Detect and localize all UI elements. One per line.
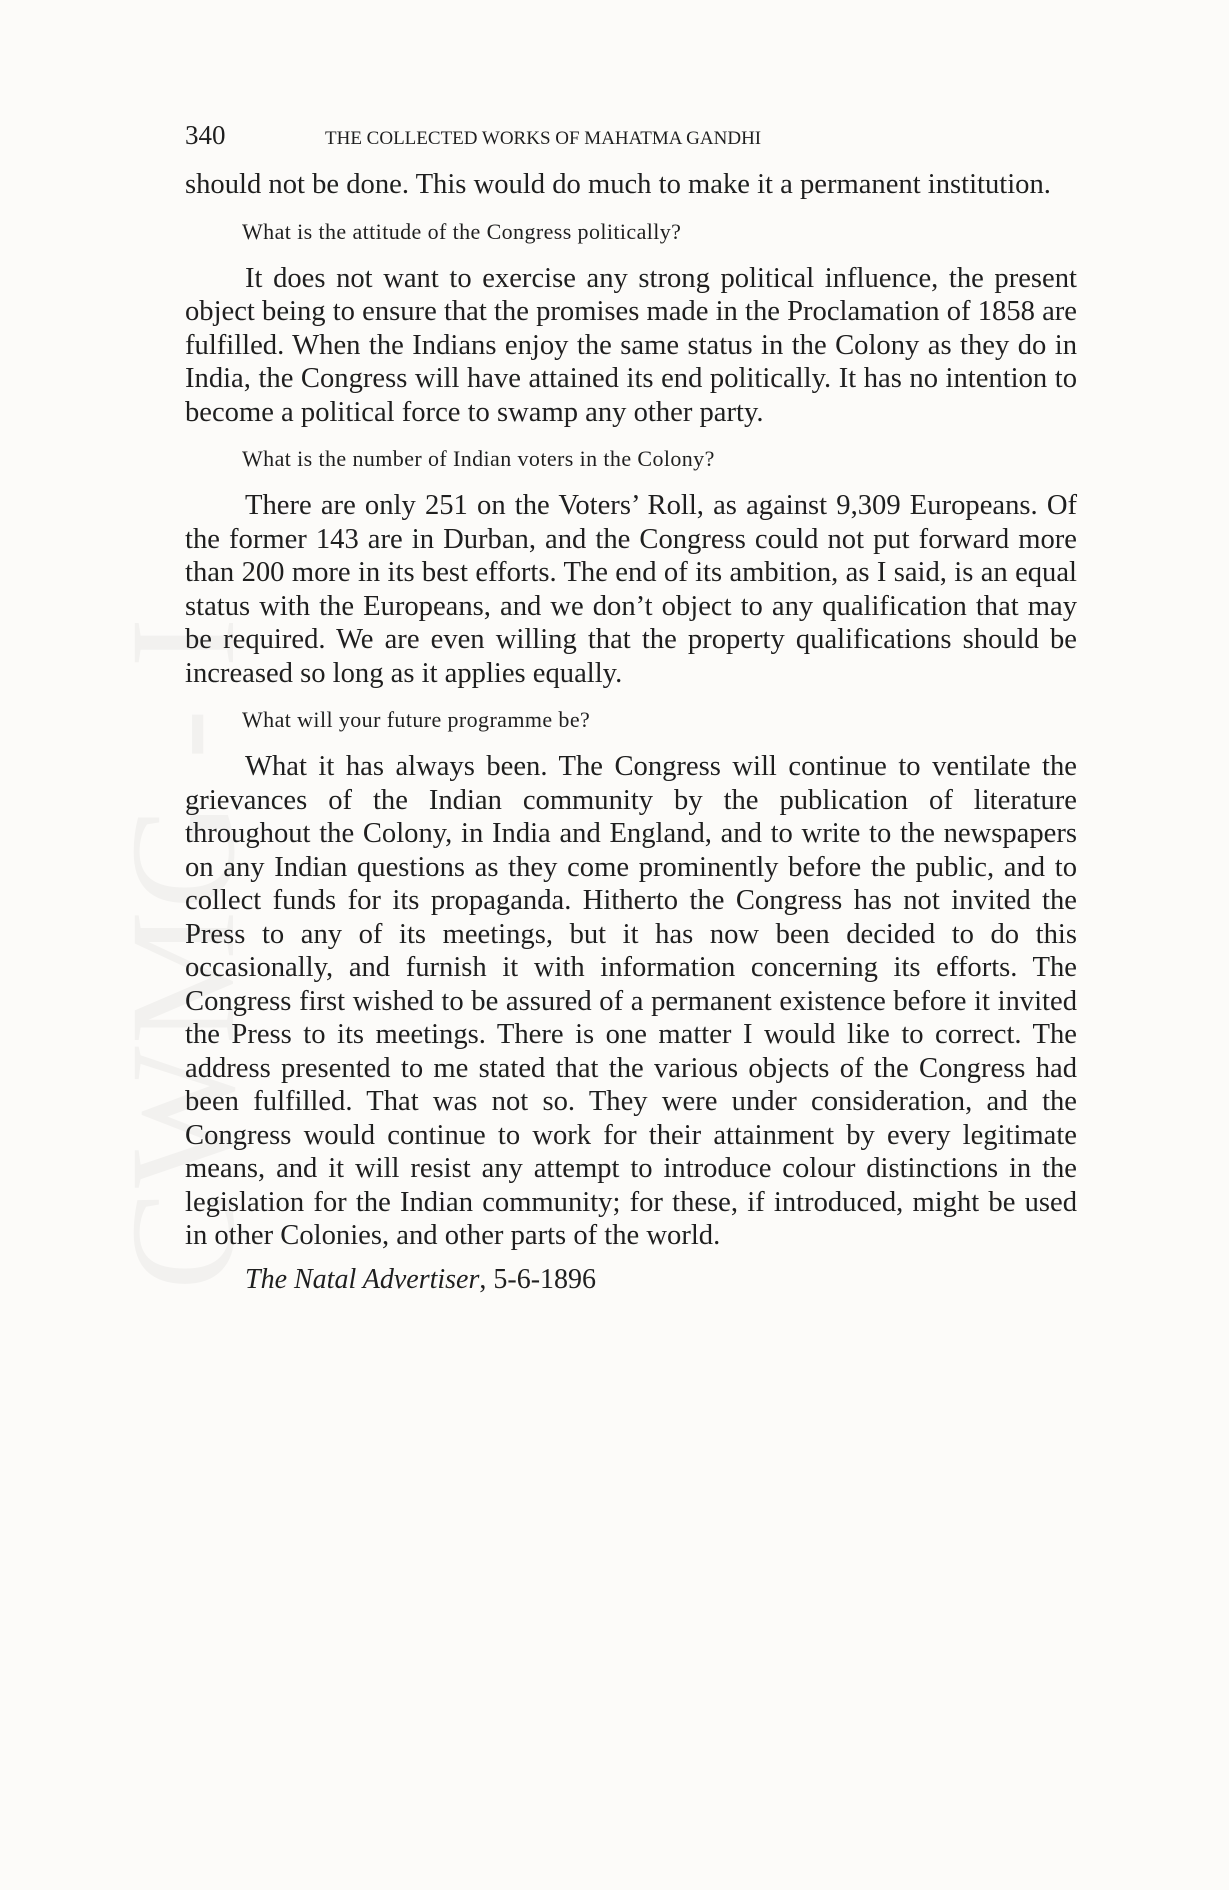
book-title: THE COLLECTED WORKS OF MAHATMA GANDHI — [325, 128, 762, 149]
running-head — [185, 120, 1077, 168]
publication-name: The Natal Advertiser — [245, 1263, 480, 1295]
question: What is the attitude of the Congress politically? — [242, 218, 682, 244]
answer-paragraph: What it has always been. The Congress will continue to ventilate the grievances of the Indian community by the publication of literature throughout the Colony, in India and England, and to write to the newspapers on any Indian questions as they come prominently before the public, and to collect funds for its propaganda. Hitherto the Congress has not invited the Press to any of its meetings, but it has now been decided to do this occasionally, and furnish it with information concerning its efforts. The Congress first wished to be assured of a permanent existence before it invited the Press to its meetings. There is one matter I would like to correct. The address presented to me stated that the various objects of the Congress had been fulfilled. That was not so. They were under consideration, and the Congress would continue to work for their attainment by every legitimate means, and it will resist any attempt to introduce colour distinctions in the legislation for the Indian community; for these, if introduced, might be used in other Colonies, and other parts of the world. — [185, 751, 1077, 1251]
question: What will your future programme be? — [242, 707, 591, 732]
answer-paragraph: There are only 251 on the Voters’ Roll, as against 9,309 Europeans. Of the former 143 are in Durban, and the Congress could not put forward more than 200 more in its best efforts. The end of its ambition, as I said, is an equal status with the Europeans, and we don’t object to any qualification that may be required. We are even willing that the property qualifications should be increased so long as it applies equally. — [185, 490, 1077, 689]
answer-paragraph: It does not want to exercise any strong political influence, the present object being to ensure that the promises made in the Proclamation of 1858 are fulfilled. When the Indians enjoy the same status in the Colony as they do in India, the Congress will have attained its end politically. It has no intention to become a political force to swamp any other party. — [185, 262, 1077, 428]
question: What is the number of Indian voters in the Colony? — [242, 446, 715, 471]
page — [185, 120, 1077, 1297]
source-citation — [245, 1263, 1077, 1297]
continuation-paragraph: should not be done. This would do much to make it a permanent institution. — [185, 169, 1051, 200]
watermark: CWMG - I — [100, 615, 266, 1290]
page-number: 340 — [185, 120, 226, 150]
publication-date: , 5-6-1896 — [479, 1263, 597, 1295]
